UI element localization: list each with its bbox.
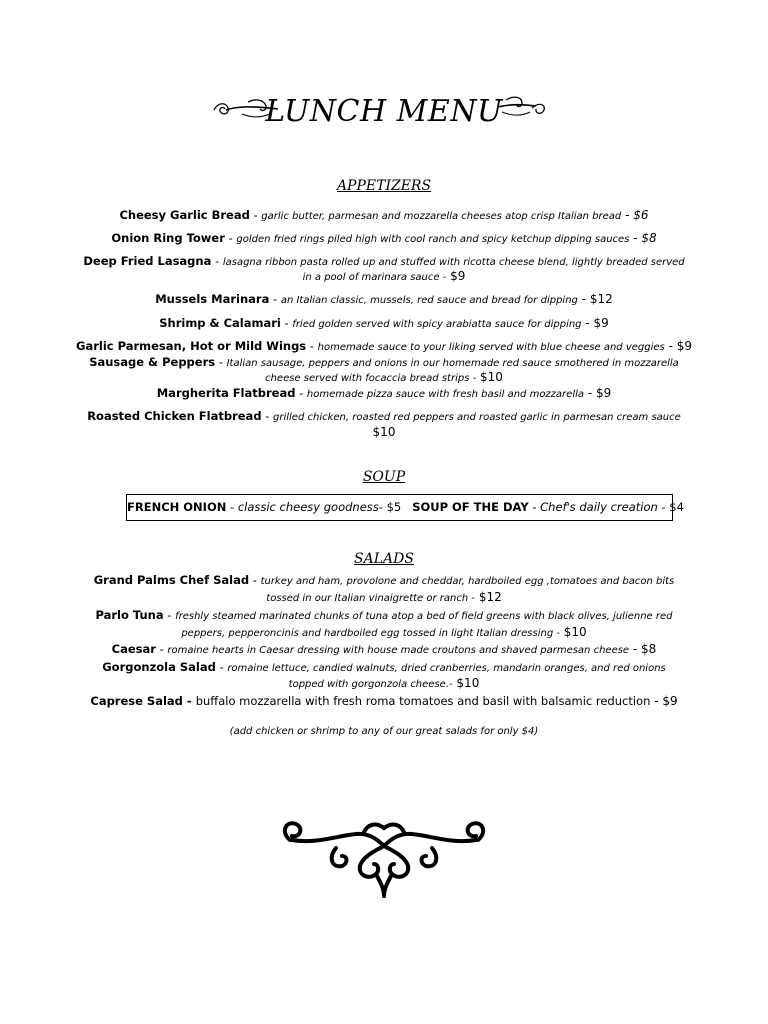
menu-item — [40, 207, 728, 225]
title-block — [0, 88, 768, 138]
menu-item-continuation — [40, 624, 728, 642]
item-name: Mussels Marinara — [155, 292, 270, 306]
item-name: Garlic Parmesan, Hot or Mild Wings — [76, 339, 307, 353]
item-price: - $8 — [629, 231, 657, 245]
item-description: fried golden served with spicy arabiatta sauce for dipping — [292, 319, 582, 330]
appetizers-heading: APPETIZERS — [336, 178, 432, 194]
soup-item-description: Chef's daily creation - — [540, 500, 666, 514]
item-description: turkey and ham, provolone and cheddar, hardboiled egg ,tomatoes and bacon bits — [260, 576, 675, 587]
soup-item-price: $5 — [382, 500, 402, 514]
item-description: garlic butter, parmesan and mozzarella cheeses atop crisp Italian bread — [261, 211, 622, 222]
menu-item — [40, 572, 728, 590]
menu-item-continuation — [40, 268, 728, 286]
item-separator: - — [269, 292, 281, 306]
soup-item-name: FRENCH ONION — [127, 500, 227, 514]
item-description: an Italian classic, mussels, red sauce and bread for dipping — [280, 295, 578, 306]
item-separator: - — [163, 608, 176, 622]
item-price: - $9 — [584, 386, 612, 400]
item-description: golden fried rings piled high with cool ranch and spicy ketchup dipping sauces — [236, 234, 630, 245]
item-separator: - — [155, 642, 168, 656]
item-description-continued: cheese served with focaccia bread strips - — [265, 373, 477, 384]
menu-item — [40, 641, 728, 659]
item-price: - $9 — [650, 694, 678, 708]
soup-item-price: $4 — [665, 500, 684, 514]
menu-item — [40, 230, 728, 248]
item-separator: - — [280, 316, 293, 330]
item-name: Gorgonzola Salad — [102, 660, 216, 674]
item-name: Sausage & Peppers — [89, 355, 216, 369]
item-price: - $6 — [621, 208, 649, 222]
menu-item-continuation — [40, 424, 728, 440]
soup-box — [126, 494, 684, 521]
item-description: lasagna ribbon pasta rolled up and stuffed with ricotta cheese blend, lightly breaded served — [222, 257, 685, 268]
item-description-continued: peppers, pepperoncinis and hardboiled egg tossed in light Italian dressing - — [181, 628, 560, 639]
add-protein-note: (add chicken or shrimp to any of our great salads for only $4) — [229, 726, 539, 737]
scroll-ornament-icon — [276, 818, 492, 898]
item-price: - $12 — [577, 292, 613, 306]
item-separator: - — [306, 339, 318, 353]
item-description-continued: in a pool of marinara sauce - — [302, 272, 447, 283]
item-description: grilled chicken, roasted red peppers and roasted garlic in parmesan cream sauce — [273, 412, 681, 423]
item-name: Roasted Chicken Flatbread — [87, 409, 262, 423]
item-price: $10 — [372, 425, 396, 439]
item-separator: - — [249, 208, 262, 222]
item-name: Grand Palms Chef Salad — [93, 573, 250, 587]
item-description: Italian sausage, peppers and onions in our homemade red sauce smothered in mozzarella — [226, 358, 679, 369]
item-price: $9 — [446, 269, 466, 283]
menu-item — [40, 385, 728, 403]
item-price: - $8 — [629, 642, 657, 656]
item-description: homemade pizza sauce with fresh basil and mozzarella — [306, 389, 585, 400]
menu-item — [40, 291, 728, 309]
item-description: homemade sauce to your liking served with blue cheese and veggies — [317, 342, 665, 353]
item-price: - $9 — [664, 339, 692, 353]
menu-item — [40, 693, 728, 709]
item-separator: - — [224, 231, 237, 245]
item-price: - $9 — [581, 316, 609, 330]
menu-item-continuation — [40, 589, 728, 607]
item-name: Deep Fried Lasagna — [83, 254, 212, 268]
item-description-continued: topped with gorgonzola cheese.- — [288, 679, 453, 690]
item-separator: - — [249, 573, 261, 587]
item-price: $10 — [452, 676, 480, 690]
item-separator: - — [261, 409, 274, 423]
item-price: $10 — [559, 625, 587, 639]
menu-item — [40, 315, 728, 333]
item-name: Caprese Salad — [90, 694, 183, 708]
page-title: LUNCH MENU — [265, 94, 503, 129]
item-separator: - — [226, 500, 238, 514]
soup-item-name: SOUP OF THE DAY — [412, 500, 529, 514]
item-description-continued: tossed in our Italian vinaigrette or ranch - — [266, 593, 475, 604]
item-price: $12 — [475, 590, 502, 604]
item-separator: - — [182, 694, 196, 708]
item-description: romaine lettuce, candied walnuts, dried cranberries, mandarin oranges, and red onions — [227, 663, 666, 674]
item-separator: - — [215, 660, 228, 674]
item-description: romaine hearts in Caesar dressing with house made croutons and shaved parmesan cheese — [167, 645, 630, 656]
item-separator: - — [528, 500, 541, 514]
soup-item-description: classic cheesy goodness- — [237, 500, 383, 514]
item-name: Onion Ring Tower — [111, 231, 225, 245]
item-price: $10 — [476, 370, 503, 384]
item-separator: - — [215, 355, 227, 369]
item-separator: - — [295, 386, 307, 400]
item-name: Margherita Flatbread — [156, 386, 296, 400]
item-description: freshly steamed marinated chunks of tuna atop a bed of field greens with black olives, julienne red — [175, 611, 673, 622]
menu-item — [40, 607, 728, 625]
salads-heading: SALADS — [354, 551, 414, 567]
right-flourish-icon — [496, 94, 548, 120]
item-description: buffalo mozzarella with fresh roma tomatoes and basil with balsamic reduction — [195, 694, 651, 708]
item-name: Caesar — [111, 642, 156, 656]
item-name: Parlo Tuna — [95, 608, 164, 622]
item-separator: - — [211, 254, 223, 268]
item-name: Shrimp & Calamari — [159, 316, 281, 330]
item-name: Cheesy Garlic Bread — [119, 208, 250, 222]
menu-item-continuation — [40, 675, 728, 693]
soup-heading: SOUP — [362, 469, 406, 485]
